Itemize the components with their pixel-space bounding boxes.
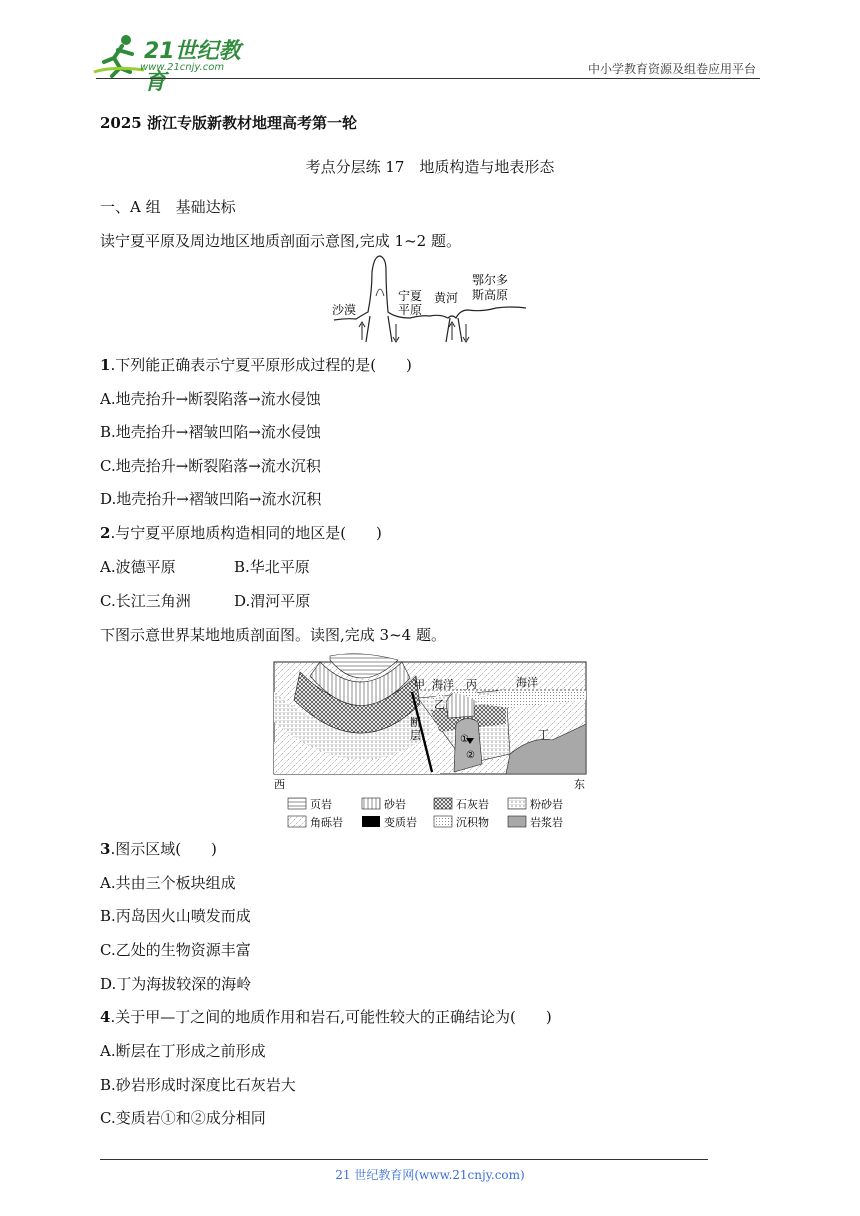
legend-swatch-shale	[288, 798, 306, 809]
footer-link[interactable]: 21 世纪教育网(www.21cnjy.com)	[335, 1168, 525, 1182]
label-ningxia-1: 宁夏	[398, 289, 423, 303]
question-2-option-c[interactable]: C.长江三角洲	[100, 592, 191, 610]
question-1-option-a[interactable]: A.地壳抬升→断裂陷落→流水侵蚀	[100, 390, 321, 408]
question-4-option-a[interactable]: A.断层在丁形成之前形成	[100, 1042, 266, 1060]
label-west: 西	[274, 778, 285, 791]
intro-text-1: 读宁夏平原及周边地区地质剖面示意图,完成 1~2 题。	[100, 232, 461, 250]
legend-metamorphic: 变质岩	[384, 816, 417, 829]
site-logo	[92, 32, 262, 95]
question-4-option-c[interactable]: C.变质岩①和②成分相同	[100, 1109, 266, 1127]
label-circle-1: ①	[460, 734, 469, 745]
label-ordos-2: 斯高原	[472, 288, 509, 302]
question-1-option-d[interactable]: D.地壳抬升→褶皱凹陷→流水沉积	[100, 490, 322, 508]
label-ningxia-2: 平原	[398, 303, 423, 317]
label-fault-2: 层	[410, 729, 421, 742]
intro-text-2: 下图示意世界某地地质剖面图。读图,完成 3~4 题。	[100, 626, 446, 644]
legend-swatch-metamorphic	[362, 816, 380, 827]
arrow-down-icon	[393, 324, 399, 342]
label-jia: 甲	[414, 678, 425, 691]
legend-magmatic: 岩浆岩	[530, 816, 563, 829]
legend-siltstone: 粉砂岩	[530, 798, 563, 811]
platform-name: 中小学教育资源及组卷应用平台	[587, 62, 756, 76]
question-3-option-a[interactable]: A.共由三个板块组成	[100, 874, 236, 892]
geologic-cross-section-figure	[270, 652, 590, 832]
label-ocean-2: 海洋	[516, 676, 538, 689]
question-3-option-c[interactable]: C.乙处的生物资源丰富	[100, 941, 251, 959]
fault-line-mid	[388, 316, 392, 342]
label-fault-1: 断	[410, 716, 421, 729]
ningxia-profile-figure	[326, 252, 536, 344]
label-circle-2: ②	[466, 750, 475, 761]
legend-breccia: 角砾岩	[310, 816, 343, 829]
question-2-option-d[interactable]: D.渭河平原	[234, 592, 311, 610]
label-bing: 丙	[466, 678, 477, 691]
question-4-stem: 4.关于甲—丁之间的地质作用和岩石,可能性较大的正确结论为( )	[100, 1008, 552, 1026]
legend-sandstone: 砂岩	[384, 798, 406, 811]
arrow-up-icon	[449, 322, 455, 340]
group-heading: 一、A 组 基础达标	[100, 198, 236, 216]
legend-shale: 页岩	[310, 798, 332, 811]
label-ordos-1: 鄂尔多	[472, 273, 509, 287]
question-1-stem: 1.下列能正确表示宁夏平原形成过程的是( )	[100, 356, 412, 374]
legend-swatch-breccia	[288, 816, 306, 827]
legend-sediment: 沉积物	[456, 816, 489, 829]
question-2-option-a[interactable]: A.波德平原	[100, 558, 176, 576]
question-1-option-c[interactable]: C.地壳抬升→断裂陷落→流水沉积	[100, 457, 321, 475]
arrow-down-icon	[463, 324, 469, 342]
logo-text: 21世纪教育	[144, 39, 241, 95]
question-4-option-b[interactable]: B.砂岩形成时深度比石灰岩大	[100, 1076, 296, 1094]
question-2-option-b[interactable]: B.华北平原	[234, 558, 310, 576]
label-yi: 乙	[434, 698, 445, 711]
fault-line-west	[366, 316, 370, 342]
question-3-option-b[interactable]: B.丙岛因火山喷发而成	[100, 907, 251, 925]
fault-line-east-2	[458, 318, 462, 342]
question-1-option-b[interactable]: B.地壳抬升→褶皱凹陷→流水侵蚀	[100, 423, 321, 441]
question-3-stem: 3.图示区域( )	[100, 840, 217, 858]
arrow-up-icon	[359, 322, 365, 340]
question-2-stem: 2.与宁夏平原地质构造相同的地区是( )	[100, 524, 382, 542]
legend-limestone: 石灰岩	[456, 798, 489, 811]
section-title: 考点分层练 17 地质构造与地表形态	[305, 158, 555, 176]
document-title: 2025 浙江专版新教材地理高考第一轮	[100, 114, 357, 132]
legend-swatch-siltstone	[508, 798, 526, 809]
legend-swatch-sediment	[434, 816, 452, 827]
label-east: 东	[574, 778, 585, 791]
label-ding: 丁	[538, 728, 549, 741]
legend-swatch-sandstone	[362, 798, 380, 809]
header-divider	[96, 78, 760, 79]
label-desert: 沙漠	[332, 303, 357, 317]
question-3-option-d[interactable]: D.丁为海拔较深的海岭	[100, 975, 252, 993]
label-ocean-1: 海洋	[432, 678, 454, 691]
legend-swatch-limestone	[434, 798, 452, 809]
logo-url: www.21cnjy.com	[140, 62, 225, 73]
label-yellow-river: 黄河	[434, 291, 459, 305]
legend-swatch-magmatic	[508, 816, 526, 827]
footer-divider	[100, 1159, 708, 1160]
fault-line-east-1	[446, 318, 450, 342]
